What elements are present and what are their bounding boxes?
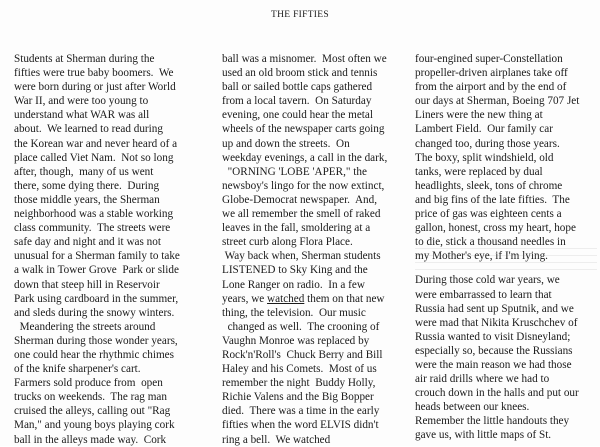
text-line: understand what WAR was all [14,109,150,122]
text-line: place called Viet Nam. Not so long [14,151,174,164]
text-line: War II, and were too young to [14,95,149,108]
text-line: Haley and his Comets. Most of us [222,363,377,376]
text-line: were the main reason we had those [415,358,572,371]
text-line: there, some dying there. During [14,179,160,192]
text-line: our days at Sherman, Boeing 707 Jet [415,95,580,108]
text-line: died. There was a time in the early [222,405,380,418]
text-line: and sleds during the snowy winters. [14,306,175,319]
text-line: ring a bell. We watched [222,433,331,446]
text-line: up and down the streets. On [222,137,350,150]
text-line: crouch down in the halls and put our [415,387,579,400]
text-line: LISTENED to Sky King and the [222,264,368,277]
text-column-2 [222,52,407,447]
text-line: thing, the television. Our music [222,306,366,319]
text-line: The boxy, split windshield, old [415,151,554,164]
text-line: fifties were true baby boomers. We [14,67,174,80]
text-line: one could hear the rhythmic chimes [14,348,174,361]
text-line: During those cold war years, we [415,274,560,287]
text-line: Russia had sent up Sputnik, and we [415,302,574,315]
text-line: were mad that Nikita Kruschchev of [415,316,578,329]
text-line: weekday evenings, a call in the dark, [222,151,388,164]
text-line: wheels of the newspaper carts going [222,123,385,136]
text-line: the Korean war and never heard of a [14,137,178,150]
text-line: "ORNING 'LOBE 'APER," the [222,165,367,178]
text-line: used an old broom stick and tennis [222,67,378,80]
text-line: those middle years, the Sherman [14,193,160,206]
text-line: Remember the little handouts they [415,415,570,428]
text-line: headlights, sleek, tons of chrome [415,179,563,192]
text-line: down that steep hill in Reservoir [14,278,160,291]
text-line: neighborhood was a stable working [14,208,174,221]
text-line: after, though, many of us went [14,165,154,178]
text-line: changed as well. The crooning of [222,320,380,333]
text-line: remember the night Buddy Holly, [222,377,376,390]
text-line: Lambert Field. Our family car [415,123,553,136]
text-line: were born during or just after World [14,81,176,94]
text-column-1 [14,52,204,447]
text-line: unusual for a Sherman family to take [14,250,180,263]
text-line: tanks, were replaced by dual [415,165,543,178]
text-line: evening, one could hear the metal [222,109,373,122]
text-line: air raid drills where we had to [415,373,550,386]
text-line: Meandering the streets around [14,320,156,333]
text-line: Sherman during those wonder years, [14,334,178,347]
text-line: Richie Valens and the Big Bopper [222,391,374,404]
text-line: cruised the alleys, calling out "Rag [14,405,171,418]
text-line: propeller-driven airplanes take off [415,67,568,80]
text-line: safe day and night and it was not [14,236,161,249]
text-line: about. We learned to read during [14,123,163,136]
text-line: Liners were the new thing at [415,109,543,122]
text-line: changed too, during those years. [415,137,560,150]
text-line: and big fins of the late fifties. The [415,193,570,206]
text-line: trucks on weekends. The rag man [14,391,167,404]
text-line: especially so, because the Russians [415,344,573,357]
text-line: from the airport and by the end of [415,81,567,94]
text-line: price of gas was eighteen cents a [415,208,562,221]
text-line: to die, stick a thousand needles in [415,236,566,249]
text-line: of the knife sharpener's cart. [14,363,141,376]
text-line: ball in the alleys made way. Cork [14,433,167,446]
text-line: my Mother's eye, if I'm lying. [415,250,548,263]
text-line: newsboy's lingo for the now extinct, [222,179,385,192]
text-line: Globe-Democrat newspaper. And, [222,193,378,206]
text-line: were embarrassed to learn that [415,288,552,301]
text-line: gallon, honest, cross my heart, hope [415,222,576,235]
text-line: Park using cardboard in the summer, [14,292,179,305]
text-line: Vaughn Monroe was replaced by [222,334,370,347]
text-line: Russia wanted to visit Disneyland; [415,330,571,343]
text-line: years, we watched them on that new [222,292,385,305]
text-line: from a local tavern. On Saturday [222,95,372,108]
text-line: ball was a misnomer. Most often we [222,53,387,65]
text-line: Rock'n'Roll's Chuck Berry and Bill [222,348,383,361]
text-line: ball or sailed bottle caps gathered [222,81,373,94]
text-line: leaves in the fall, smoldering at a [222,222,371,235]
text-line: we all remember the smell of raked [222,208,381,221]
text-line: Students at Sherman during the [14,53,155,65]
text-line: Lone Ranger on radio. In a few [222,278,365,291]
text-line: heads between our knees. [415,401,530,414]
text-line: gave us, with little maps of St. [415,429,552,442]
text-line: a walk in Tower Grove Park or slide [14,264,179,277]
show-through-text [415,248,597,270]
text-line: fifties when the word ELVIS didn't [222,419,379,432]
page-title: THE FIFTIES [271,10,329,20]
text-line: street curb along Flora Place. [222,236,353,249]
text-line: Man," and young boys playing cork [14,419,175,432]
text-line: Way back when, Sherman students [222,250,381,263]
text-line: four-engined super-Constellation [415,53,563,65]
text-line: Farmers sold produce from open [14,377,163,390]
text-line: class community. The streets were [14,222,171,235]
